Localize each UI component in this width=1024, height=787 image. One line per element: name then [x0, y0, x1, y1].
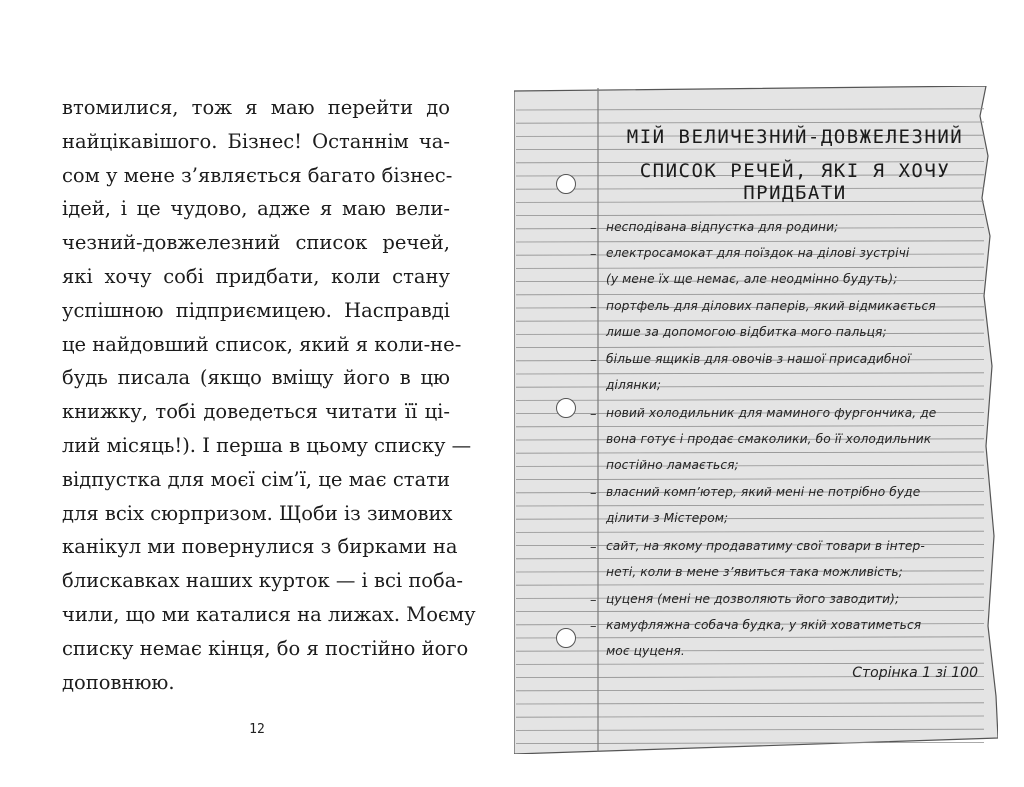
text-line: будь писала (якщо вміщу його в цю: [62, 366, 450, 390]
text-line: чили, що ми каталися на лижах. Моєму: [62, 602, 476, 626]
bullet-dash: –: [590, 619, 597, 634]
text-line: чезний-довжелезний список речей,: [62, 231, 450, 255]
list-item-line: власний комп’ютер, який мені не потрібно буде: [606, 485, 921, 499]
list-item-line: ділити з Містером;: [606, 511, 729, 525]
body-text: [62, 91, 476, 699]
list-item-line: більше ящиків для овочів з нашої присадибної: [606, 352, 911, 366]
bullet-dash: –: [590, 247, 597, 262]
list-title-line: СПИСОК РЕЧЕЙ, ЯКІ Я ХОЧУ ПРИДБАТИ: [639, 160, 951, 204]
bullet-dash: –: [590, 353, 597, 368]
text-line: доповнюю.: [62, 670, 175, 694]
page-number: 12: [249, 722, 265, 737]
notebook-sheet: [514, 86, 998, 754]
list-item-line: лише за допомогою відбитка мого пальця;: [606, 325, 887, 339]
text-line: для всіх сюрпризом. Щоби із зимових: [62, 501, 453, 525]
text-line: канікул ми повернулися з бирками на: [62, 535, 458, 559]
list-item-line: (у мене їх ще немає, але неодмінно будуть);: [606, 272, 898, 286]
text-line: відпустка для моєї сім’ї, це має стати: [62, 467, 450, 491]
text-line: списку немає кінця, бо я постійно його: [62, 636, 469, 660]
text-line: блискавках наших курток — і всі поба-: [62, 569, 464, 593]
list-item-line: електросамокат для поїздок на ділові зустрічі: [606, 246, 910, 260]
list-title-line: МІЙ ВЕЛИЧЕЗНИЙ-ДОВЖЕЛЕЗНИЙ: [626, 126, 964, 148]
list-page-counter: Сторінка 1 зі 100: [852, 665, 978, 681]
text-line: втомилися, тож я маю перейти до: [62, 96, 450, 119]
text-line: книжку, тобі доведеться читати її ці-: [62, 400, 450, 424]
bullet-dash: –: [590, 300, 597, 315]
text-line: це найдовший список, який я коли-не-: [62, 332, 462, 356]
notebook-content: [514, 86, 998, 754]
text-line: ідей, і це чудово, адже я маю вели-: [62, 197, 450, 221]
list-item-line: несподівана відпустка для родини;: [606, 220, 839, 234]
list-item-line: сайт, на якому продаватиму свої товари в інтер-: [606, 539, 925, 553]
list-item-line: ділянки;: [606, 378, 662, 392]
bullet-dash: –: [590, 407, 597, 422]
list-item-line: портфель для ділових паперів, який відмикається: [606, 299, 936, 313]
text-line: успішною підприємицею. Насправді: [62, 298, 450, 322]
bullet-dash: –: [590, 221, 597, 236]
list-item-line: моє цуценя.: [606, 644, 685, 658]
list-item-line: камуфляжна собача будка, у якій ховатиметься: [606, 618, 922, 632]
list-item-line: неті, коли в мене з’явиться така можливість;: [606, 565, 903, 579]
text-line: найцікавішого. Бізнес! Останнім ча-: [62, 129, 450, 153]
bullet-dash: –: [590, 593, 597, 608]
list-item-line: вона готує і продає смаколики, бо її холодильник: [606, 432, 932, 446]
list-item-line: постійно ламається;: [606, 458, 739, 472]
text-line: лий місяць!). І перша в цьому списку —: [62, 433, 472, 457]
list-item-line: цуценя (мені не дозволяють його заводити);: [606, 592, 900, 606]
text-line: які хочу собі придбати, коли стану: [62, 264, 450, 288]
list-item-line: новий холодильник для маминого фургончика, де: [606, 406, 937, 420]
bullet-dash: –: [590, 486, 597, 501]
bullet-dash: –: [590, 540, 597, 555]
text-line: сом у мене з’являється багато бізнес-: [62, 163, 453, 187]
